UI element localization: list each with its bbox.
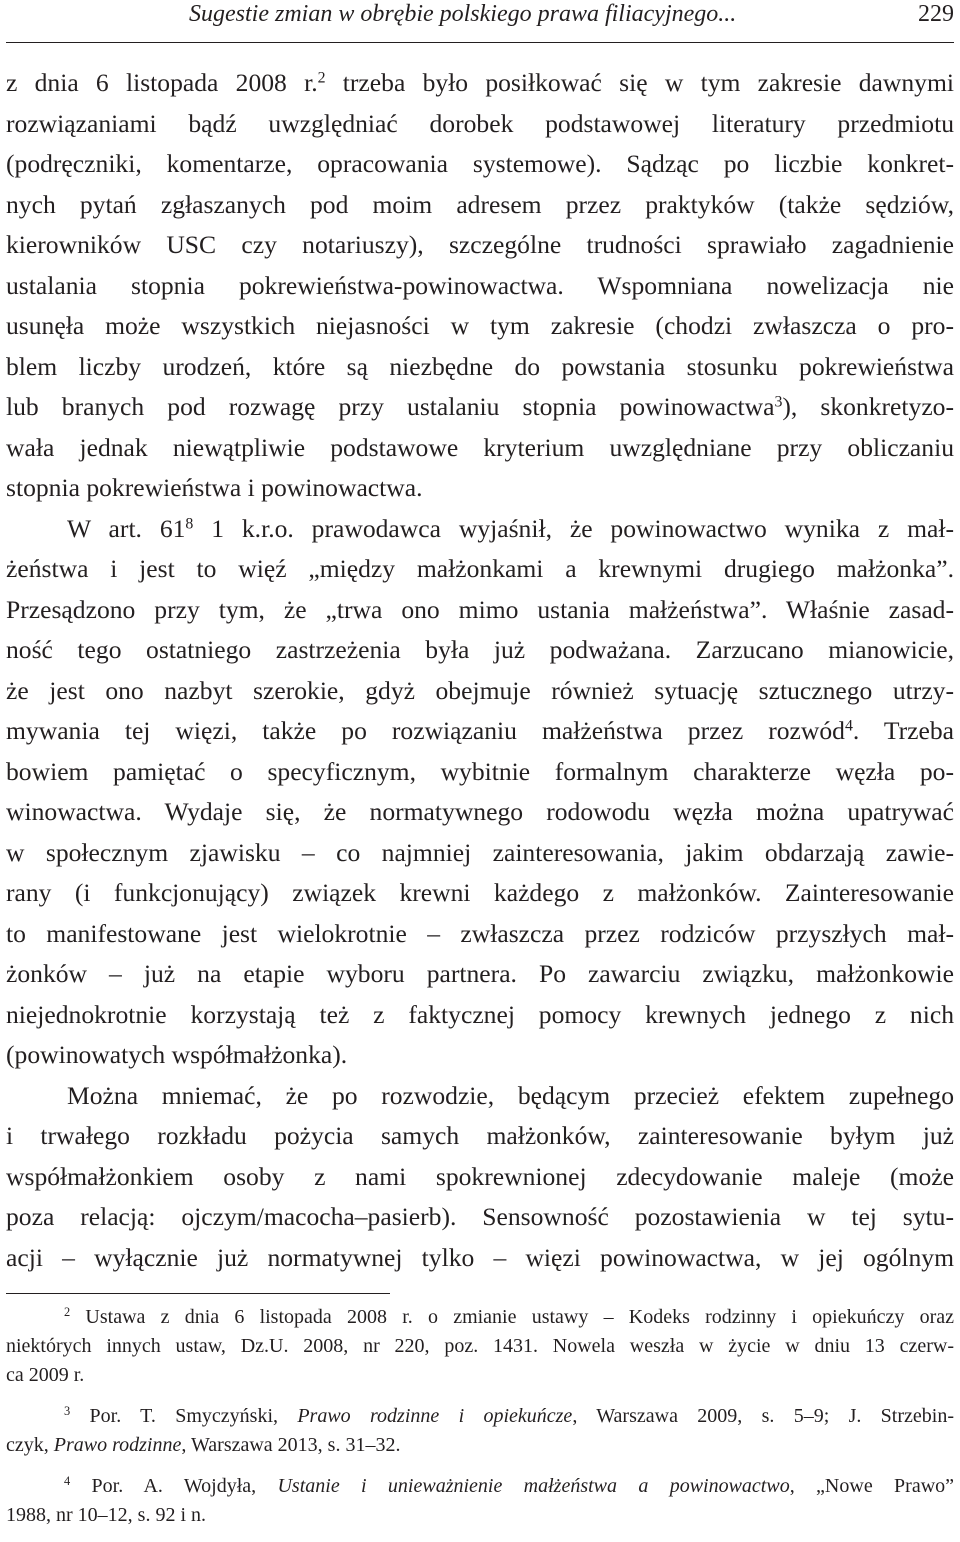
footnote-3 (6, 1402, 954, 1460)
text-line: kierowników USC czy notariuszy), szczególne trudności sprawiało zagadnienie (6, 230, 954, 259)
footnote-number: 3 (64, 1404, 71, 1419)
text-line: winowactwa. Wydaje się, że normatywnego rodowodu węzła można upatrywać (6, 797, 954, 826)
text-line: W art. $61^8$ 1 k.r.o. prawodawca wyjaśnił, że powinowactwo wynika z mał- (67, 513, 954, 543)
footnote-ref-3[interactable]: 3 (774, 393, 783, 411)
cited-title: Ustanie i unieważnienie małżeństwa a powinowactwo (277, 1475, 790, 1497)
text-line: Można mniemać, że po rozwodzie, będącym przecież efektem zupełnego (67, 1080, 954, 1110)
text-line: blem liczby urodzeń, które są niezbędne do powstania stosunku pokrewieństwa (6, 351, 954, 381)
text-line: w społecznym zjawisku – co najmniej zainteresowania, jakim obdarzają zawie- (6, 837, 954, 867)
cited-title: Prawo rodzinne i opiekuńcze (297, 1405, 573, 1427)
text-line: wała jednak niewątpliwie podstawowe kryterium uwzględniane przy obliczaniu (6, 432, 954, 462)
running-title: Sugestie zmian w obrębie polskiego prawa filiacyjnego... (189, 1, 737, 27)
footnote-line: $^2$ Ustawa z dnia 6 listopada 2008 r. o zmianie ustawy – Kodeks rodzinny i opiekuńczy oraz (64, 1305, 954, 1328)
footnote-ref-2[interactable]: 2 (317, 69, 326, 87)
cited-title: Prawo rodzinne (53, 1434, 182, 1456)
article-superscript: 8 (185, 514, 194, 532)
text-line: żeństwa i jest to więź „między małżonkami a krewnymi drugiego małżonka”. (6, 554, 954, 583)
footnote-4 (6, 1472, 954, 1530)
footnote-line: ca 2009 r. (6, 1364, 85, 1386)
text-line: rozwiązaniami bądź uwzględniać dorobek podstawowej literatury przedmiotu (6, 108, 954, 138)
footnote-line: $^4$ Por. A. Wojdyła, Ustanie i unieważnienie małżeństwa a powinowactwo, „Nowe Prawo” (64, 1474, 954, 1497)
text-line: to manifestowane jest wielokrotnie – zwłaszcza przez rodziców przyszłych mał- (6, 918, 954, 948)
text-line: poza relacją: ojczym/macocha–pasierb). Sensowność pozostawienia w tej sytu- (6, 1202, 954, 1231)
footnote-number: 2 (64, 1305, 71, 1320)
text-line: żonków – już na etapie wyboru partnera. Po zawarciu związku, małżonkowie (6, 959, 954, 988)
text-line: ustalania stopnia pokrewieństwa-powinowactwa. Wspomniana nowelizacja nie (6, 270, 954, 300)
text-line: stopnia pokrewieństwa i powinowactwa. (6, 473, 423, 502)
text-line: rany (i funkcjonujący) związek krewni każdego z małżonków. Zainteresowanie (6, 878, 954, 907)
footnote-ref-4[interactable]: 4 (844, 717, 853, 735)
text-line: usunęła może wszystkich niejasności w tym zakresie (chodzi zwłaszcza o pro- (6, 311, 954, 340)
text-line: Przesądzono przy tym, że „trwa ono mimo ustania małżeństwa”. Właśnie zasad- (6, 594, 954, 624)
footnote-separator (6, 1293, 390, 1294)
footnote-line: 1988, nr 10–12, s. 92 i n. (6, 1504, 206, 1526)
text-line: z dnia 6 listopada 2008 r.$^2$ trzeba było posiłkować się w tym zakresie dawnymi (6, 68, 954, 97)
footnotes (6, 1303, 954, 1542)
text-line: bowiem pamiętać o specyficznym, wybitnie formalnym charakterze węzła po- (6, 756, 954, 786)
text-line: (podręczniki, komentarze, opracowania systemowe). Sądząc po liczbie konkret- (6, 149, 954, 178)
footnote-line: niektórych innych ustaw, Dz.U. 2008, nr 220, poz. 1431. Nowela weszła w życie w dniu 13 czerw- (6, 1335, 954, 1357)
footnote-line: czyk, Prawo rodzinne, Warszawa 2013, s. 31–32. (6, 1434, 401, 1456)
text-line: współmałżonkiem osoby z nami spokrewnionej zdecydowanie maleje (może (6, 1161, 954, 1191)
text-line: (powinowatych współmałżonka). (6, 1040, 348, 1069)
text-line: i trwałego rozkładu pożycia samych małżonków, zainteresowanie byłym już (6, 1121, 954, 1150)
text-line: niejednokrotnie korzystają też z faktycznej pomocy krewnych jednego z nich (6, 999, 954, 1029)
text-line: lub branych pod rozwagę przy ustalaniu stopnia powinowactwa$^3$), skonkretyzo- (6, 392, 954, 421)
running-header (6, 0, 954, 43)
text-line: że jest ono nazbyt szerokie, gdyż obejmuje również sytuację sztucznego utrzy- (6, 675, 954, 705)
text-line: acji – wyłącznie już normatywnej tylko – więzi powinowactwa, w jej ogólnym (6, 1242, 954, 1272)
main-text (6, 63, 954, 1278)
text-line: ność tego ostatniego zastrzeżenia była już podważana. Zarzucano mianowicie, (6, 635, 954, 664)
text-line: nych pytań zgłaszanych pod moim adresem przez praktyków (także sędziów, (6, 189, 954, 219)
text-line: mywania tej więzi, także po rozwiązaniu małżeństwa przez rozwód$^4$. Trzeba (6, 716, 954, 745)
footnote-2 (6, 1303, 954, 1390)
footnote-number: 4 (64, 1474, 71, 1489)
page-number: 229 (918, 1, 954, 27)
footnote-line: $^3$ Por. T. Smyczyński, Prawo rodzinne i opiekuńcze, Warszawa 2009, s. 5–9; J. Strzebin- (64, 1404, 954, 1427)
